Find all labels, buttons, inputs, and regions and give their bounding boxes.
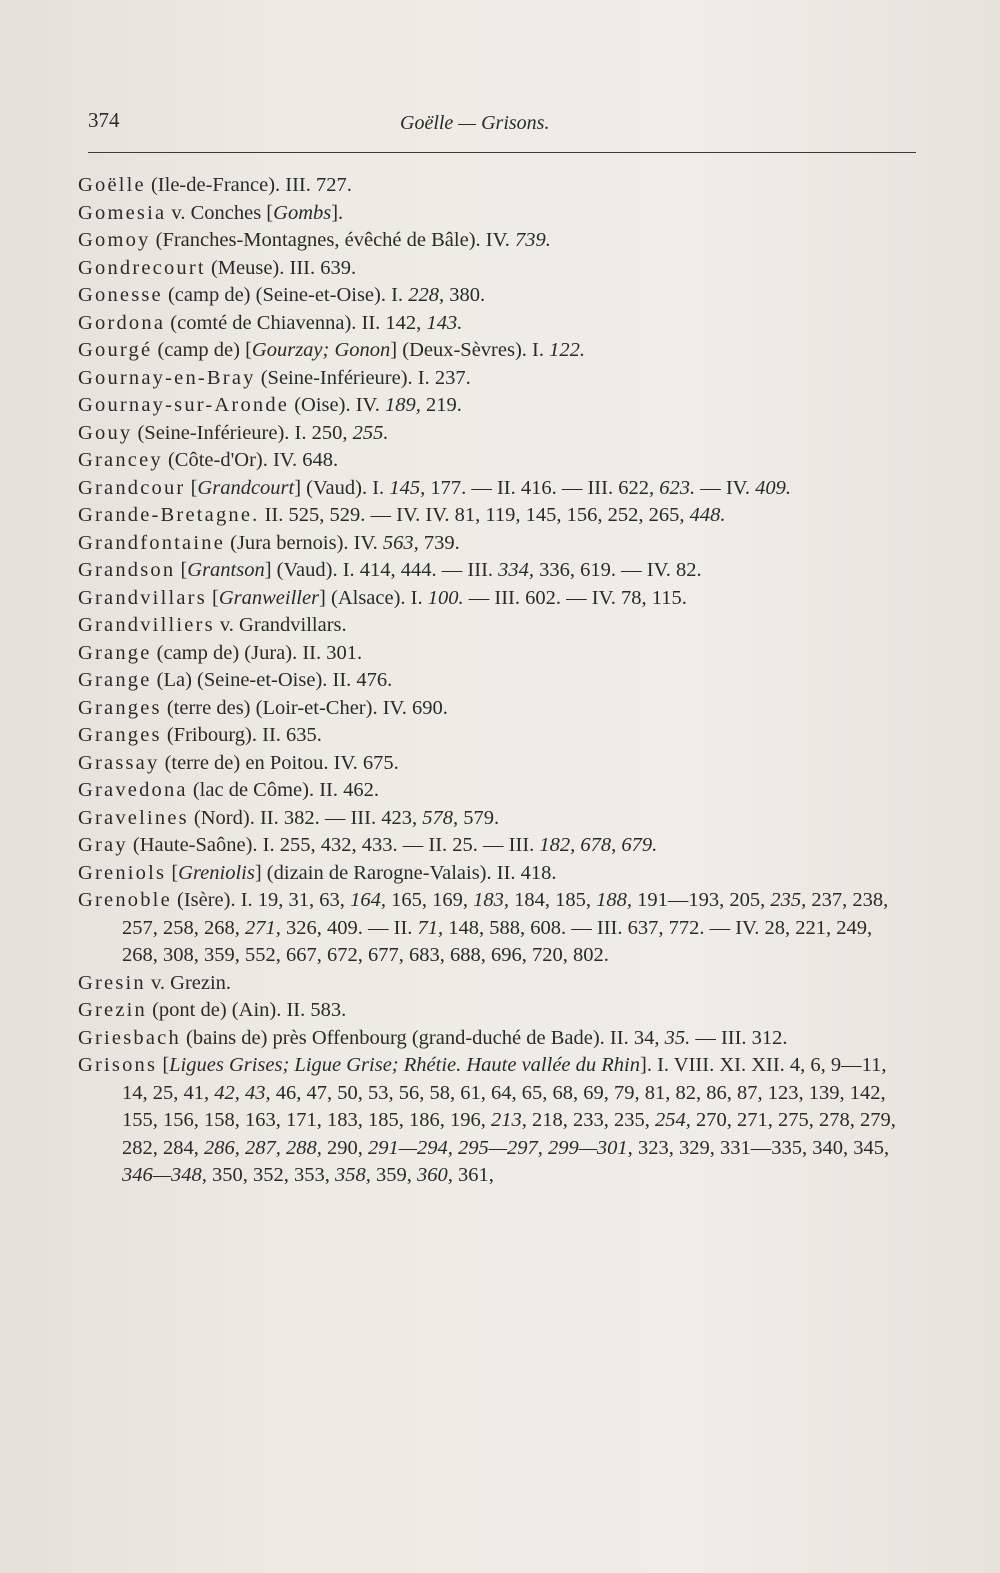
entry-italic-text: 189, [384, 394, 421, 416]
entry-italic-text: 360, [416, 1164, 453, 1186]
header-rule [88, 152, 916, 153]
entry-italic-text: Gombs [273, 201, 332, 224]
index-entry [78, 337, 908, 365]
entry-italic-text: 623. [659, 476, 696, 499]
index-entry [78, 447, 908, 475]
entry-italic-text: 578, [422, 806, 459, 829]
entry-italic-text: 254, [655, 1109, 691, 1131]
index-entry [78, 777, 908, 805]
entry-italic-text: 42, 43, [214, 1081, 271, 1104]
entry-italic-text: 271, [245, 916, 281, 939]
entry-text: 380. [444, 284, 486, 306]
index-entry [78, 722, 908, 750]
entry-text: 336, 619. — IV. 82. [534, 559, 702, 581]
entry-text: 323, 329, 331—335, 340, 345, [632, 1136, 890, 1159]
entry-headword: Gouy [78, 421, 133, 444]
index-entry [78, 1025, 908, 1053]
index-entry [78, 640, 908, 668]
entry-headword: Gonesse [78, 284, 163, 306]
entry-headword: Grezin [78, 999, 147, 1021]
entry-text: 218, 233, 235, [526, 1109, 655, 1131]
index-entry [78, 255, 908, 283]
index-entry [78, 832, 908, 860]
index-entry [78, 860, 908, 888]
entry-text: 46, 47, 50, 53, 56, 58, 61, 64, 65, 68, 69, 79, 81, 82, 86, 87, 123, 139, 142, 155, 156, 158, 163, 171, 183, 185, 186, 196, [122, 1081, 886, 1131]
entry-headword: Granges [78, 696, 162, 719]
entry-headword: Gourgé [78, 339, 153, 361]
entry-italic-text: 183, [473, 889, 509, 911]
entry-text: [ [206, 586, 219, 609]
entry-text: 270, 271, 275, 278, 279, 282, 284, [122, 1109, 896, 1159]
entry-italic-text: 164, [350, 889, 386, 911]
index-entry [78, 750, 908, 778]
entry-text: (Franches-Montagnes, évêché de Bâle). IV. [150, 229, 516, 251]
entry-text: 350, 352, 353, [206, 1164, 335, 1186]
index-entry [78, 695, 908, 723]
index-entry [78, 557, 908, 585]
index-entry [78, 282, 908, 310]
entry-text: 326, 409. — II. [280, 916, 418, 939]
entry-italic-text: 228, [408, 284, 445, 306]
entry-text: ] (Deux-Sèvres). I. [390, 339, 550, 361]
entry-text: ] (Vaud). I. 414, 444. — III. [264, 559, 499, 581]
entry-headword: Gondrecourt [78, 256, 206, 279]
entry-headword: Gournay-sur-Aronde [78, 394, 290, 416]
entry-text: (comté de Chiavenna). II. 142, [165, 311, 427, 334]
entry-text: [ [185, 476, 198, 499]
entry-headword: Grandson [78, 559, 176, 581]
entry-text: (terre des) (Loir-et-Cher). IV. 690. [161, 696, 448, 719]
entry-italic-text: 739. [515, 229, 551, 251]
entry-text: (camp de) (Seine-et-Oise). I. [162, 284, 409, 306]
entry-text: (Fribourg). II. 635. [161, 724, 322, 746]
entry-italic-text: Granweiller [218, 586, 320, 609]
entry-text: 191—193, 205, [631, 889, 771, 911]
entry-text: — III. 312. [690, 1026, 788, 1049]
entry-headword: Grange [78, 641, 152, 664]
index-entry [78, 475, 908, 503]
entry-italic-text: 358, [334, 1164, 371, 1186]
entry-headword: Grisons [78, 1054, 158, 1076]
entry-headword: Grande-Bretagne. [78, 504, 260, 526]
entry-text: (pont de) (Ain). II. 583. [146, 999, 347, 1021]
entry-text: (Jura bernois). IV. [225, 531, 383, 554]
entry-text: 739. [418, 531, 460, 554]
entry-text: (bains de) près Offenbourg (grand-duché de Bade). II. 34, [180, 1026, 665, 1049]
entry-italic-text: 291—294, 295—297, 299—301, [368, 1136, 633, 1159]
entry-italic-text: 346—348, [122, 1164, 207, 1186]
entry-headword: Grancey [78, 449, 163, 471]
entry-headword: Griesbach [78, 1026, 181, 1049]
entry-italic-text: 409. [755, 476, 791, 499]
entry-text: 361, [452, 1164, 494, 1186]
entry-headword: Goëlle [78, 174, 146, 196]
entry-text: (Ile-de-France). III. 727. [145, 174, 352, 196]
entry-italic-text: Grantson [187, 559, 265, 581]
entry-text: v. Grezin. [145, 971, 232, 994]
index-entry [78, 172, 908, 200]
entry-italic-text: 143. [426, 311, 463, 334]
running-title: Goëlle — Grisons. [400, 112, 550, 134]
entry-italic-text: 563, [382, 531, 419, 554]
index-entry [78, 585, 908, 613]
entry-italic-text: 334, [498, 559, 535, 581]
entry-text: [ [175, 559, 188, 581]
entry-italic-text: 235, [770, 889, 807, 911]
entry-headword: Gordona [78, 311, 166, 334]
entry-text: v. Grandvillars. [214, 614, 347, 636]
entry-text: ] (Vaud). I. [294, 476, 390, 499]
entry-headword: Grenoble [78, 889, 172, 911]
entry-italic-text: Ligues Grises; Ligue Grise; Rhétie. Haute vallée du Rhin [169, 1054, 640, 1076]
entry-headword: Grandfontaine [78, 531, 225, 554]
entry-text: ] (Alsace). I. [319, 586, 428, 609]
index-entry [78, 612, 908, 640]
entry-italic-text: Greniolis [178, 861, 255, 884]
entry-text: 184, 185, [508, 889, 597, 911]
entry-headword: Gresin [78, 971, 146, 994]
entry-italic-text: 100. [427, 586, 464, 609]
entry-italic-text: 255. [352, 421, 389, 444]
entry-text: — III. 602. — IV. 78, 115. [463, 586, 687, 609]
entry-text: — IV. [695, 476, 756, 499]
entry-text: (camp de) [ [152, 339, 252, 361]
index-entry [78, 530, 908, 558]
entry-text: (La) (Seine-et-Oise). II. 476. [151, 669, 393, 691]
index-entry [78, 200, 908, 228]
entry-italic-text: 35. [664, 1026, 691, 1049]
entry-italic-text: 71, [417, 916, 444, 939]
index-entry [78, 310, 908, 338]
index-entry [78, 1052, 908, 1190]
index-entry [78, 392, 908, 420]
entry-headword: Grange [78, 669, 152, 691]
index-entry [78, 970, 908, 998]
index-entry [78, 420, 908, 448]
entry-headword: Gray [78, 834, 128, 856]
entry-text: 219. [420, 394, 462, 416]
index-entry [78, 805, 908, 833]
entry-text: ] (dizain de Rarogne-Valais). II. 418. [254, 861, 557, 884]
entry-headword: Gomesia [78, 201, 167, 224]
entry-text: (Côte-d'Or). IV. 648. [162, 449, 339, 471]
entry-text: ]. [331, 201, 344, 224]
entry-italic-text: 145, [389, 476, 426, 499]
page-number: 374 [88, 108, 120, 132]
entry-headword: Grandvillars [78, 586, 207, 609]
entry-text: (Isère). I. 19, 31, 63, [171, 889, 351, 911]
entry-text: 579. [458, 806, 500, 829]
entry-headword: Greniols [78, 861, 167, 884]
entry-text: 359, [370, 1164, 417, 1186]
entry-text: (lac de Côme). II. 462. [187, 779, 380, 801]
entry-headword: Grandcour [78, 476, 186, 499]
entry-text: v. Conches [ [166, 201, 274, 224]
entry-italic-text: 213, [491, 1109, 527, 1131]
entry-text: [ [157, 1054, 170, 1076]
entry-text: 165, 169, [385, 889, 474, 911]
entry-italic-text: Gourzay; Gonon [251, 339, 391, 361]
entry-text: 290, [321, 1136, 368, 1159]
entry-text: ]. I. VIII. XI. XII. 4, 6, 9—11, 14, 25, 41, [122, 1054, 887, 1104]
entry-text: II. 525, 529. — IV. IV. 81, 119, 145, 156, 252, 265, [259, 504, 690, 526]
entry-text: (camp de) (Jura). II. 301. [151, 641, 363, 664]
entry-text: (Haute-Saône). I. 255, 432, 433. — II. 25. — III. [127, 834, 540, 856]
index-entry [78, 502, 908, 530]
entry-italic-text: Grandcourt [197, 476, 295, 499]
entry-italic-text: 188, [596, 889, 632, 911]
entry-headword: Granges [78, 724, 162, 746]
entry-headword: Gomoy [78, 229, 151, 251]
entry-text: 237, 238, 257, 258, 268, [122, 889, 889, 939]
entry-text: 148, 588, 608. — III. 637, 772. — IV. 28, 221, 249, 268, 308, 359, 552, 667, 672, 677, 683, 688, 696, 720, 802. [122, 916, 873, 966]
entry-headword: Gournay-en-Bray [78, 366, 256, 389]
index-entry [78, 997, 908, 1025]
entry-text: (Oise). IV. [289, 394, 385, 416]
entry-text: (Seine-Inférieure). I. 237. [255, 366, 471, 389]
entry-headword: Gravelines [78, 806, 189, 829]
entry-text: (Meuse). III. 639. [205, 256, 357, 279]
page-header [88, 108, 916, 148]
entry-text: (terre de) en Poitou. IV. 675. [159, 751, 399, 774]
index-entry [78, 667, 908, 695]
entry-italic-text: 286, 287, 288, [204, 1136, 322, 1159]
entry-text: (Seine-Inférieure). I. 250, [132, 421, 353, 444]
entry-italic-text: 182, 678, 679. [539, 834, 658, 856]
index-entries [78, 172, 908, 1190]
index-entry [78, 365, 908, 393]
entry-headword: Grassay [78, 751, 160, 774]
entry-text: [ [166, 861, 179, 884]
entry-text: (Nord). II. 382. — III. 423, [188, 806, 423, 829]
entry-italic-text: 448. [689, 504, 726, 526]
entry-headword: Gravedona [78, 779, 188, 801]
index-entry [78, 887, 908, 970]
entry-headword: Grandvilliers [78, 614, 215, 636]
entry-text: 177. — II. 416. — III. 622, [425, 476, 660, 499]
index-entry [78, 227, 908, 255]
entry-italic-text: 122. [549, 339, 585, 361]
